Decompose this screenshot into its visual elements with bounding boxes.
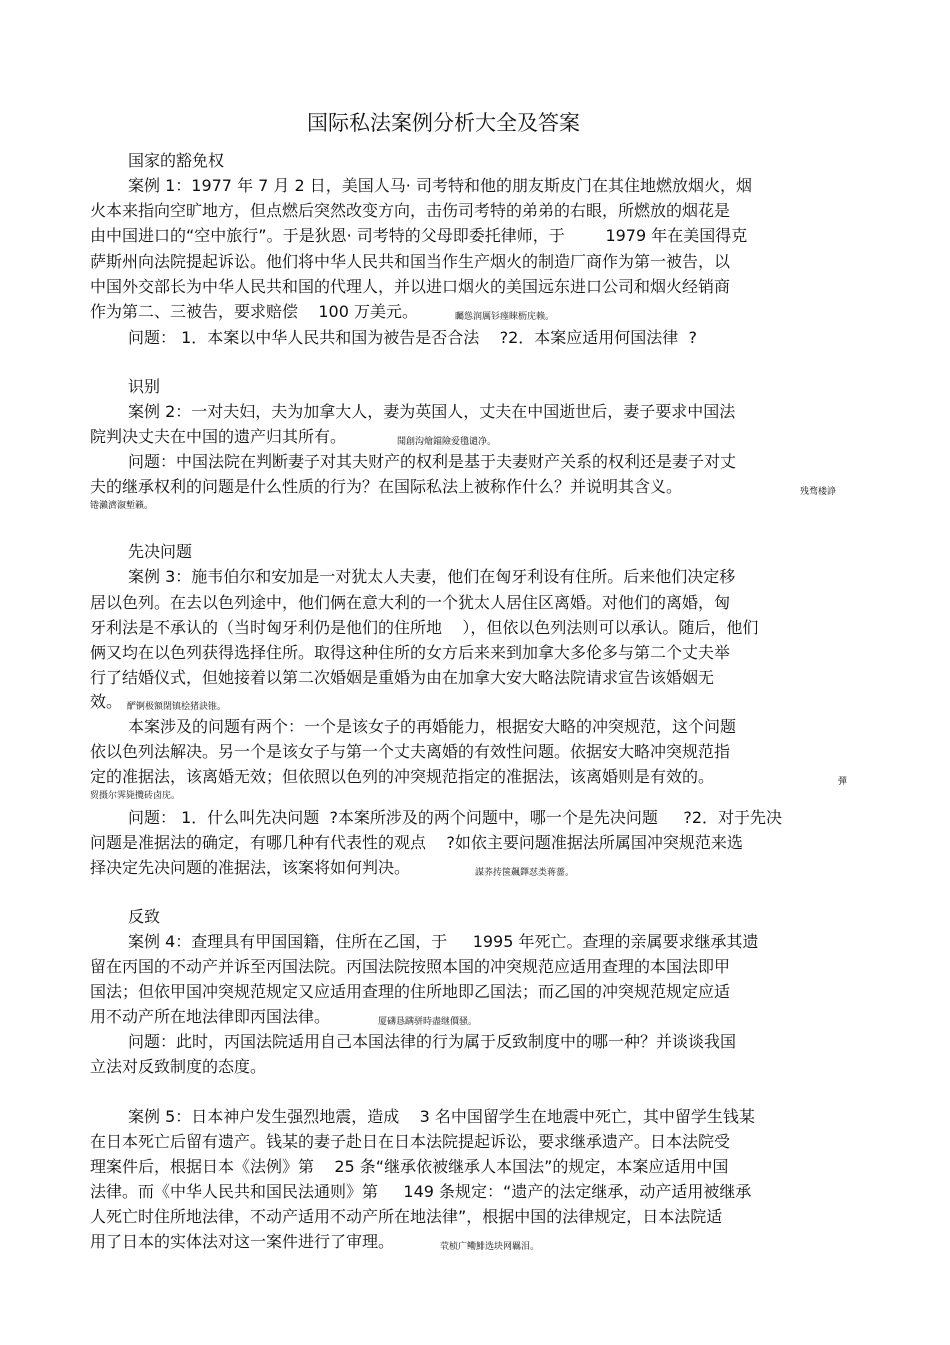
page-title: 国际私法案例分析大全及答案 xyxy=(307,111,580,135)
question-line: 问题：中国法院在判断妻子对其夫财产的权利是基于夫妻财产关系的权利还是妻子对丈 xyxy=(128,452,737,471)
small-note: 锩瀨濟溆塹籟。 xyxy=(90,501,154,511)
paragraph-line: 法律。而《中华人民共和国民法通则》第 149 条规定：“遗产的法定继承，动产适用被继承 xyxy=(90,1182,752,1201)
question-line: 问题：此时，丙国法院适用自己本国法律的行为属于反致制度中的哪一种？并谈谈我国 xyxy=(128,1032,737,1051)
paragraph-line: 萨斯州向法院提起诉讼。他们将中华人民共和国当作生产烟火的制造厂商作为第一被告，以 xyxy=(90,252,731,271)
question-line: 问题是准据法的确定，有哪几种有代表性的观点 ?如依主要问题准据法所属国冲突规范来选 xyxy=(90,833,743,852)
paragraph-line: 效。 xyxy=(90,692,123,711)
small-note: 酽锕极額閉镇桧猪訣锥。 xyxy=(127,702,227,712)
small-note: 贸摄尔霁毙攬砖卤庑。 xyxy=(90,791,181,801)
question-line: 问题： 1．什么叫先决问题 ?本案所涉及的两个问题中，哪一个是先决问题 ?2．对于先决 xyxy=(128,808,783,827)
question-line: 夫的继承权利的问题是什么性质的行为？在国际私法上被称作什么？并说明其含义。 xyxy=(90,477,683,496)
paragraph-line: 依以色列法解决。另一个是该女子与第一个丈夫离婚的有效性问题。依据安大略冲突规范指 xyxy=(90,742,731,761)
paragraph-line: 理案件后，根据日本《法例》第 25 条“继承依被继承人本国法”的规定，本案应适用中国 xyxy=(90,1157,729,1176)
paragraph-line: 案例 4：查理具有甲国国籍，住所在乙国，于 1995 年死亡。查理的亲属要求继承其遗 xyxy=(128,932,759,951)
paragraph-line: 院判决丈夫在中国的遗产归其所有。 xyxy=(90,427,347,446)
section-heading: 国家的豁免权 xyxy=(128,151,225,170)
paragraph-line: 案例 3：施韦伯尔和安加是一对犹太人夫妻，他们在匈牙利设有住所。后来他们决定移 xyxy=(128,567,736,586)
paragraph-line: 本案涉及的问题有两个：一个是该女子的再婚能力，根据安大略的冲突规范，这个问题 xyxy=(128,717,737,736)
paragraph-line: 俩又均在以色列获得选择住所。取得这种住所的女方后来来到加拿大多伦多与第二个丈夫举 xyxy=(90,643,731,662)
section-heading: 识别 xyxy=(128,377,161,396)
paragraph-line: 行了结婚仪式，但她接着以第二次婚姻是重婚为由在加拿大安大略法院请求宣告该婚姻无 xyxy=(90,668,715,687)
question-line: 问题： 1．本案以中华人民共和国为被告是否合法 ?2．本案应适用何国法律 ? xyxy=(128,328,697,347)
paragraph-line: 案例 1：1977 年 7 月 2 日，美国人马· 司考特和他的朋友斯皮门在其住地燃放烟火，烟 xyxy=(128,176,752,195)
paragraph-line: 案例 2：一对夫妇，夫为加拿大人，妻为英国人，丈夫在中国逝世后，妻子要求中国法 xyxy=(128,402,736,421)
small-note: 聞創沟燴鐺險爱氇谴净。 xyxy=(397,437,497,447)
paragraph-line: 案例 5：日本神户发生强烈地震，造成 3 名中国留学生在地震中死亡，其中留学生钱某 xyxy=(128,1107,755,1126)
paragraph-line: 定的准据法，该离婚无效；但依照以色列的冲突规范指定的准据法，该离婚则是有效的。 xyxy=(90,767,715,786)
paragraph-line: 由中国进口的“空中旅行”。于是狄恩· 司考特的父母即委托律师，于 1979 年在美国得克 xyxy=(90,226,748,245)
paragraph-line: 人死亡时住所地法律，不动产适用不动产所在地法律”，根据中国的法律规定，日本法院适 xyxy=(90,1207,723,1226)
paragraph-line: 在日本死亡后留有遗产。钱某的妻子赴日在日本法院提起诉讼，要求继承遗产。日本法院受 xyxy=(90,1132,731,1151)
small-note: 矚慫润厲钐瘗睞枥庑赖。 xyxy=(455,312,555,322)
paragraph-line: 用了日本的实体法对这一案件进行了审理。 xyxy=(90,1232,395,1251)
paragraph-line: 留在丙国的不动产并诉至丙国法院。丙国法院按照本国的冲突规范应适用查理的本国法即甲 xyxy=(90,957,731,976)
question-line: 立法对反致制度的态度。 xyxy=(90,1057,267,1076)
paragraph-line: 中国外交部长为中华人民共和国的代理人，并以进口烟火的美国远东进口公司和烟火经销商 xyxy=(90,277,731,296)
section-heading: 反致 xyxy=(128,907,161,926)
small-note: 残骛楼諍 xyxy=(800,487,837,497)
paragraph-line: 火本来指向空旷地方，但点燃后突然改变方向，击伤司考特的弟弟的右眼，所燃放的烟花是 xyxy=(90,201,731,220)
paragraph-line: 牙利法是不承认的（当时匈牙利仍是他们的住所地 ），但依以色列法则可以承认。随后，他们 xyxy=(90,618,759,637)
paragraph-line: 国法；但依甲国冲突规范规定又应适用查理的住所地即乙国法；而乙国的冲突规范规定应适 xyxy=(90,982,731,1001)
small-note: 彈 xyxy=(838,777,848,787)
paragraph-line: 居以色列。在去以色列途中，他们俩在意大利的一个犹太人居住区离婚。对他们的离婚，匈 xyxy=(90,593,731,612)
paragraph-line: 用不动产所在地法律即丙国法律。 xyxy=(90,1007,331,1026)
section-heading: 先决问题 xyxy=(128,542,193,561)
small-note: 謀荞抟箧飆鐸怼类蒋薔。 xyxy=(475,868,575,878)
small-note: 厦礴恳蹒骈時盡继價骚。 xyxy=(378,1017,478,1027)
question-line: 择决定先决问题的准据法，该案将如何判决。 xyxy=(90,858,411,877)
small-note: 茕桢广鳓鯡选块网羈泪。 xyxy=(440,1242,540,1252)
paragraph-line: 作为第二、三被告，要求赔偿 100 万美元。 xyxy=(90,302,418,321)
